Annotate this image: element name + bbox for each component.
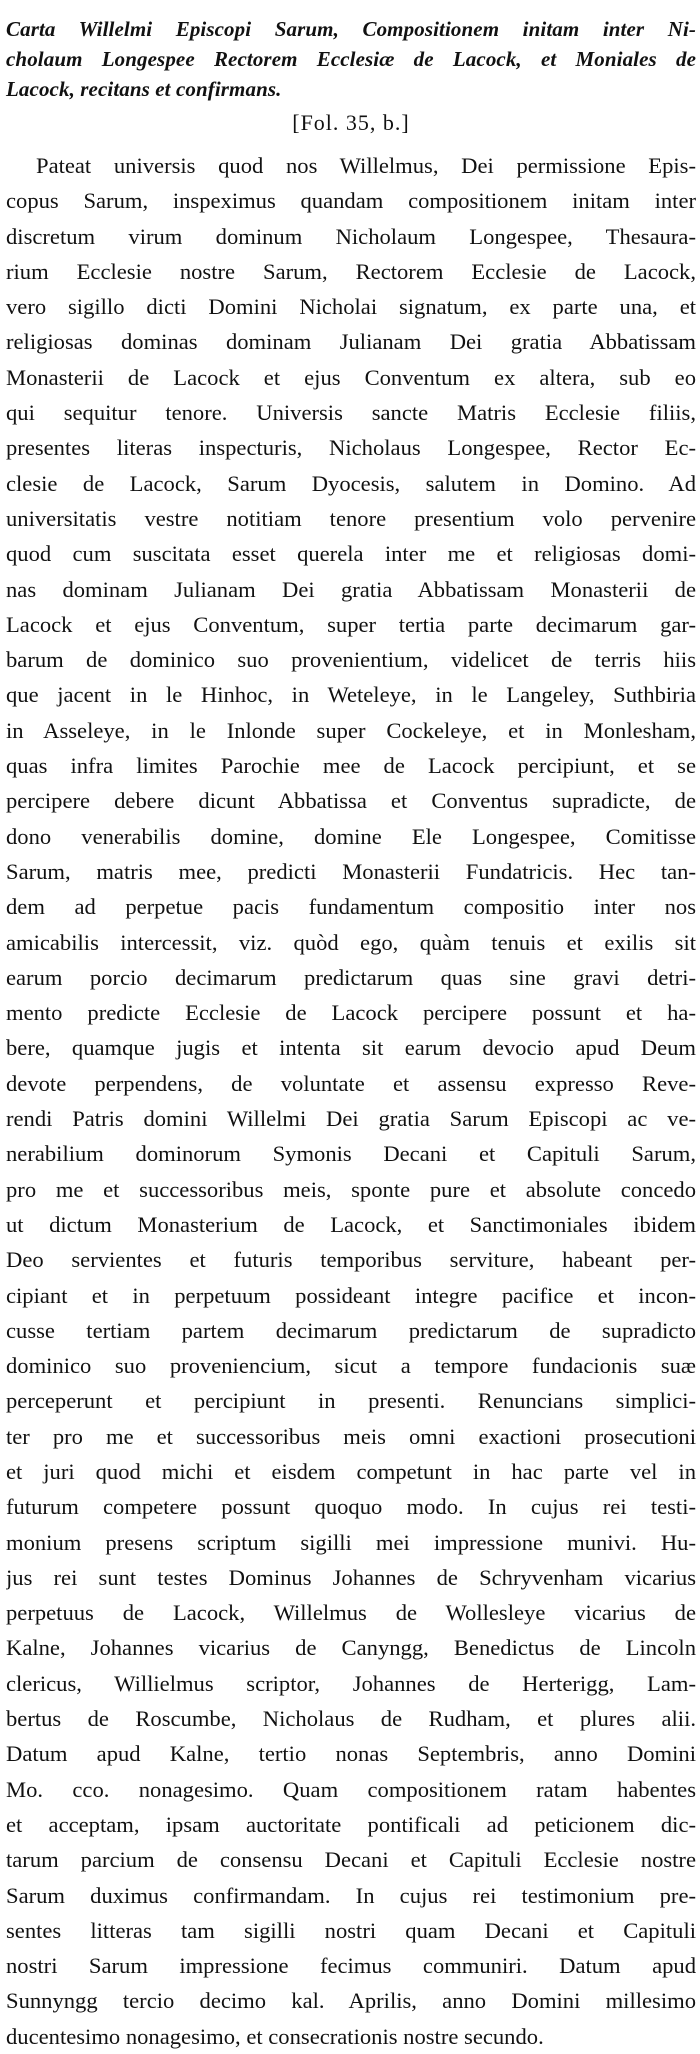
body-line: vero sigillo dicti Domini Nicholai signatum, ex parte una, et <box>6 294 696 320</box>
body-line: dominico suo proveniencium, sicut a tempore fundacionis suæ <box>6 1353 696 1379</box>
body-line: monium presens scriptum sigilli mei impressione munivi. Hu- <box>6 1529 696 1555</box>
body-line: et acceptam, ipsam auctoritate pontificali ad peticionem dic- <box>6 1811 696 1837</box>
body-line: cusse tertiam partem decimarum predictarum de supradicto <box>6 1317 696 1343</box>
body-line: bertus de Roscumbe, Nicholaus de Rudham, et plures alii. <box>6 1706 696 1732</box>
body-line: perpetuus de Lacock, Willelmus de Wollesleye vicarius de <box>6 1600 696 1626</box>
heading-line: Lacock, recitans et confirmans. <box>6 77 282 101</box>
charter-heading <box>6 14 696 104</box>
body-line: et juri quod michi et eisdem competunt in hac parte vel in <box>6 1458 696 1484</box>
body-line: Sunnyngg tercio decimo kal. Aprilis, anno Domini millesimo <box>6 1988 696 2014</box>
body-line: clesie de Lacock, Sarum Dyocesis, salutem in Domino. Ad <box>6 470 696 496</box>
body-line: barum de dominico suo provenientium, videlicet de terris hiis <box>6 647 696 673</box>
body-line: nostri Sarum impressione fecimus communiri. Datum apud <box>6 1953 696 1979</box>
body-line: bere, quamque jugis et intenta sit earum devocio apud Deum <box>6 1035 696 1061</box>
body-line: rium Ecclesie nostre Sarum, Rectorem Ecclesie de Lacock, <box>6 258 696 284</box>
folio-reference: [Fol. 35, b.] <box>292 110 410 135</box>
body-line: percipere debere dicunt Abbatissa et Conventus supradicte, de <box>6 788 696 814</box>
body-line: amicabilis intercessit, viz. quòd ego, quàm tenuis et exilis sit <box>6 929 696 955</box>
body-line: discretum virum dominum Nicholaum Longespee, Thesaura- <box>6 223 696 249</box>
body-line: Kalne, Johannes vicarius de Canyngg, Benedictus de Lincoln <box>6 1635 696 1661</box>
body-line: dono venerabilis domine, domine Ele Longespee, Comitisse <box>6 823 696 849</box>
body-line: tarum parcium de consensu Decani et Capituli Ecclesie nostre <box>6 1847 696 1873</box>
body-line: ducentesimo nonagesimo, et consecrationis nostre secundo. <box>6 2023 544 2049</box>
body-line: Sarum, matris mee, predicti Monasterii Fundatricis. Hec tan- <box>6 858 696 884</box>
body-line: Sarum duximus confirmandam. In cujus rei testimonium pre- <box>6 1882 696 1908</box>
body-line: mento predicte Ecclesie de Lacock percipere possunt et ha- <box>6 1000 696 1026</box>
body-line: quas infra limites Parochie mee de Lacock percipiunt, et se <box>6 753 696 779</box>
body-line: Pateat universis quod nos Willelmus, Dei permissione Epis- <box>36 153 696 178</box>
body-line: perceperunt et percipiunt in presenti. Renuncians simplici- <box>6 1388 696 1414</box>
body-line: rendi Patris domini Willelmi Dei gratia Sarum Episcopi ac ve- <box>6 1106 696 1132</box>
body-line: Deo servientes et futuris temporibus serviture, habeant per- <box>6 1247 696 1273</box>
body-line: clericus, Willielmus scriptor, Johannes de Herterigg, Lam- <box>6 1670 696 1696</box>
body-line: nerabilium dominorum Symonis Decani et Capituli Sarum, <box>6 1141 696 1167</box>
body-line: qui sequitur tenore. Universis sancte Matris Ecclesie filiis, <box>6 400 696 426</box>
body-line: ter pro me et successoribus meis omni exactioni prosecutioni <box>6 1423 696 1449</box>
body-line: que jacent in le Hinhoc, in Weteleye, in le Langeley, Suthbiria <box>6 682 696 708</box>
body-line: in Asseleye, in le Inlonde super Cockeleye, et in Monlesham, <box>6 717 696 743</box>
body-line: Datum apud Kalne, tertio nonas Septembris, anno Domini <box>6 1741 696 1767</box>
body-line: Lacock et ejus Conventum, super tertia parte decimarum gar- <box>6 611 696 637</box>
body-line: jus rei sunt testes Dominus Johannes de Schryvenham vicarius <box>6 1564 696 1590</box>
document-page <box>6 14 696 2054</box>
body-line: quod cum suscitata esset querela inter me et religiosas domi- <box>6 541 696 567</box>
body-line: copus Sarum, inspeximus quandam compositionem initam inter <box>6 188 696 214</box>
body-line: presentes literas inspecturis, Nicholaus Longespee, Rector Ec- <box>6 435 696 461</box>
body-line: ut dictum Monasterium de Lacock, et Sanctimoniales ibidem <box>6 1211 696 1237</box>
body-line: universitatis vestre notitiam tenore presentium volo pervenire <box>6 505 696 531</box>
body-line: dem ad perpetue pacis fundamentum compositio inter nos <box>6 894 696 920</box>
body-line: futurum competere possunt quoquo modo. In cujus rei testi- <box>6 1494 696 1520</box>
body-line: devote perpendens, de voluntate et assensu expresso Reve- <box>6 1070 696 1096</box>
body-line: pro me et successoribus meis, sponte pure et absolute concedo <box>6 1176 696 1202</box>
heading-line: Carta Willelmi Episcopi Sarum, Compositionem initam inter Ni- <box>6 17 696 41</box>
charter-body <box>6 148 696 2054</box>
body-line: Monasterii de Lacock et ejus Conventum ex altera, sub eo <box>6 364 696 390</box>
body-line: religiosas dominas dominam Julianam Dei gratia Abbatissam <box>6 329 696 355</box>
body-line: earum porcio decimarum predictarum quas sine gravi detri- <box>6 964 696 990</box>
body-line: Mo. cco. nonagesimo. Quam compositionem ratam habentes <box>6 1776 696 1802</box>
body-line: sentes litteras tam sigilli nostri quam Decani et Capituli <box>6 1917 696 1943</box>
body-line: nas dominam Julianam Dei gratia Abbatissam Monasterii de <box>6 576 696 602</box>
heading-line: cholaum Longespee Rectorem Ecclesiæ de Lacock, et Moniales de <box>6 47 696 71</box>
body-line: cipiant et in perpetuum possideant integre pacifice et incon- <box>6 1282 696 1308</box>
